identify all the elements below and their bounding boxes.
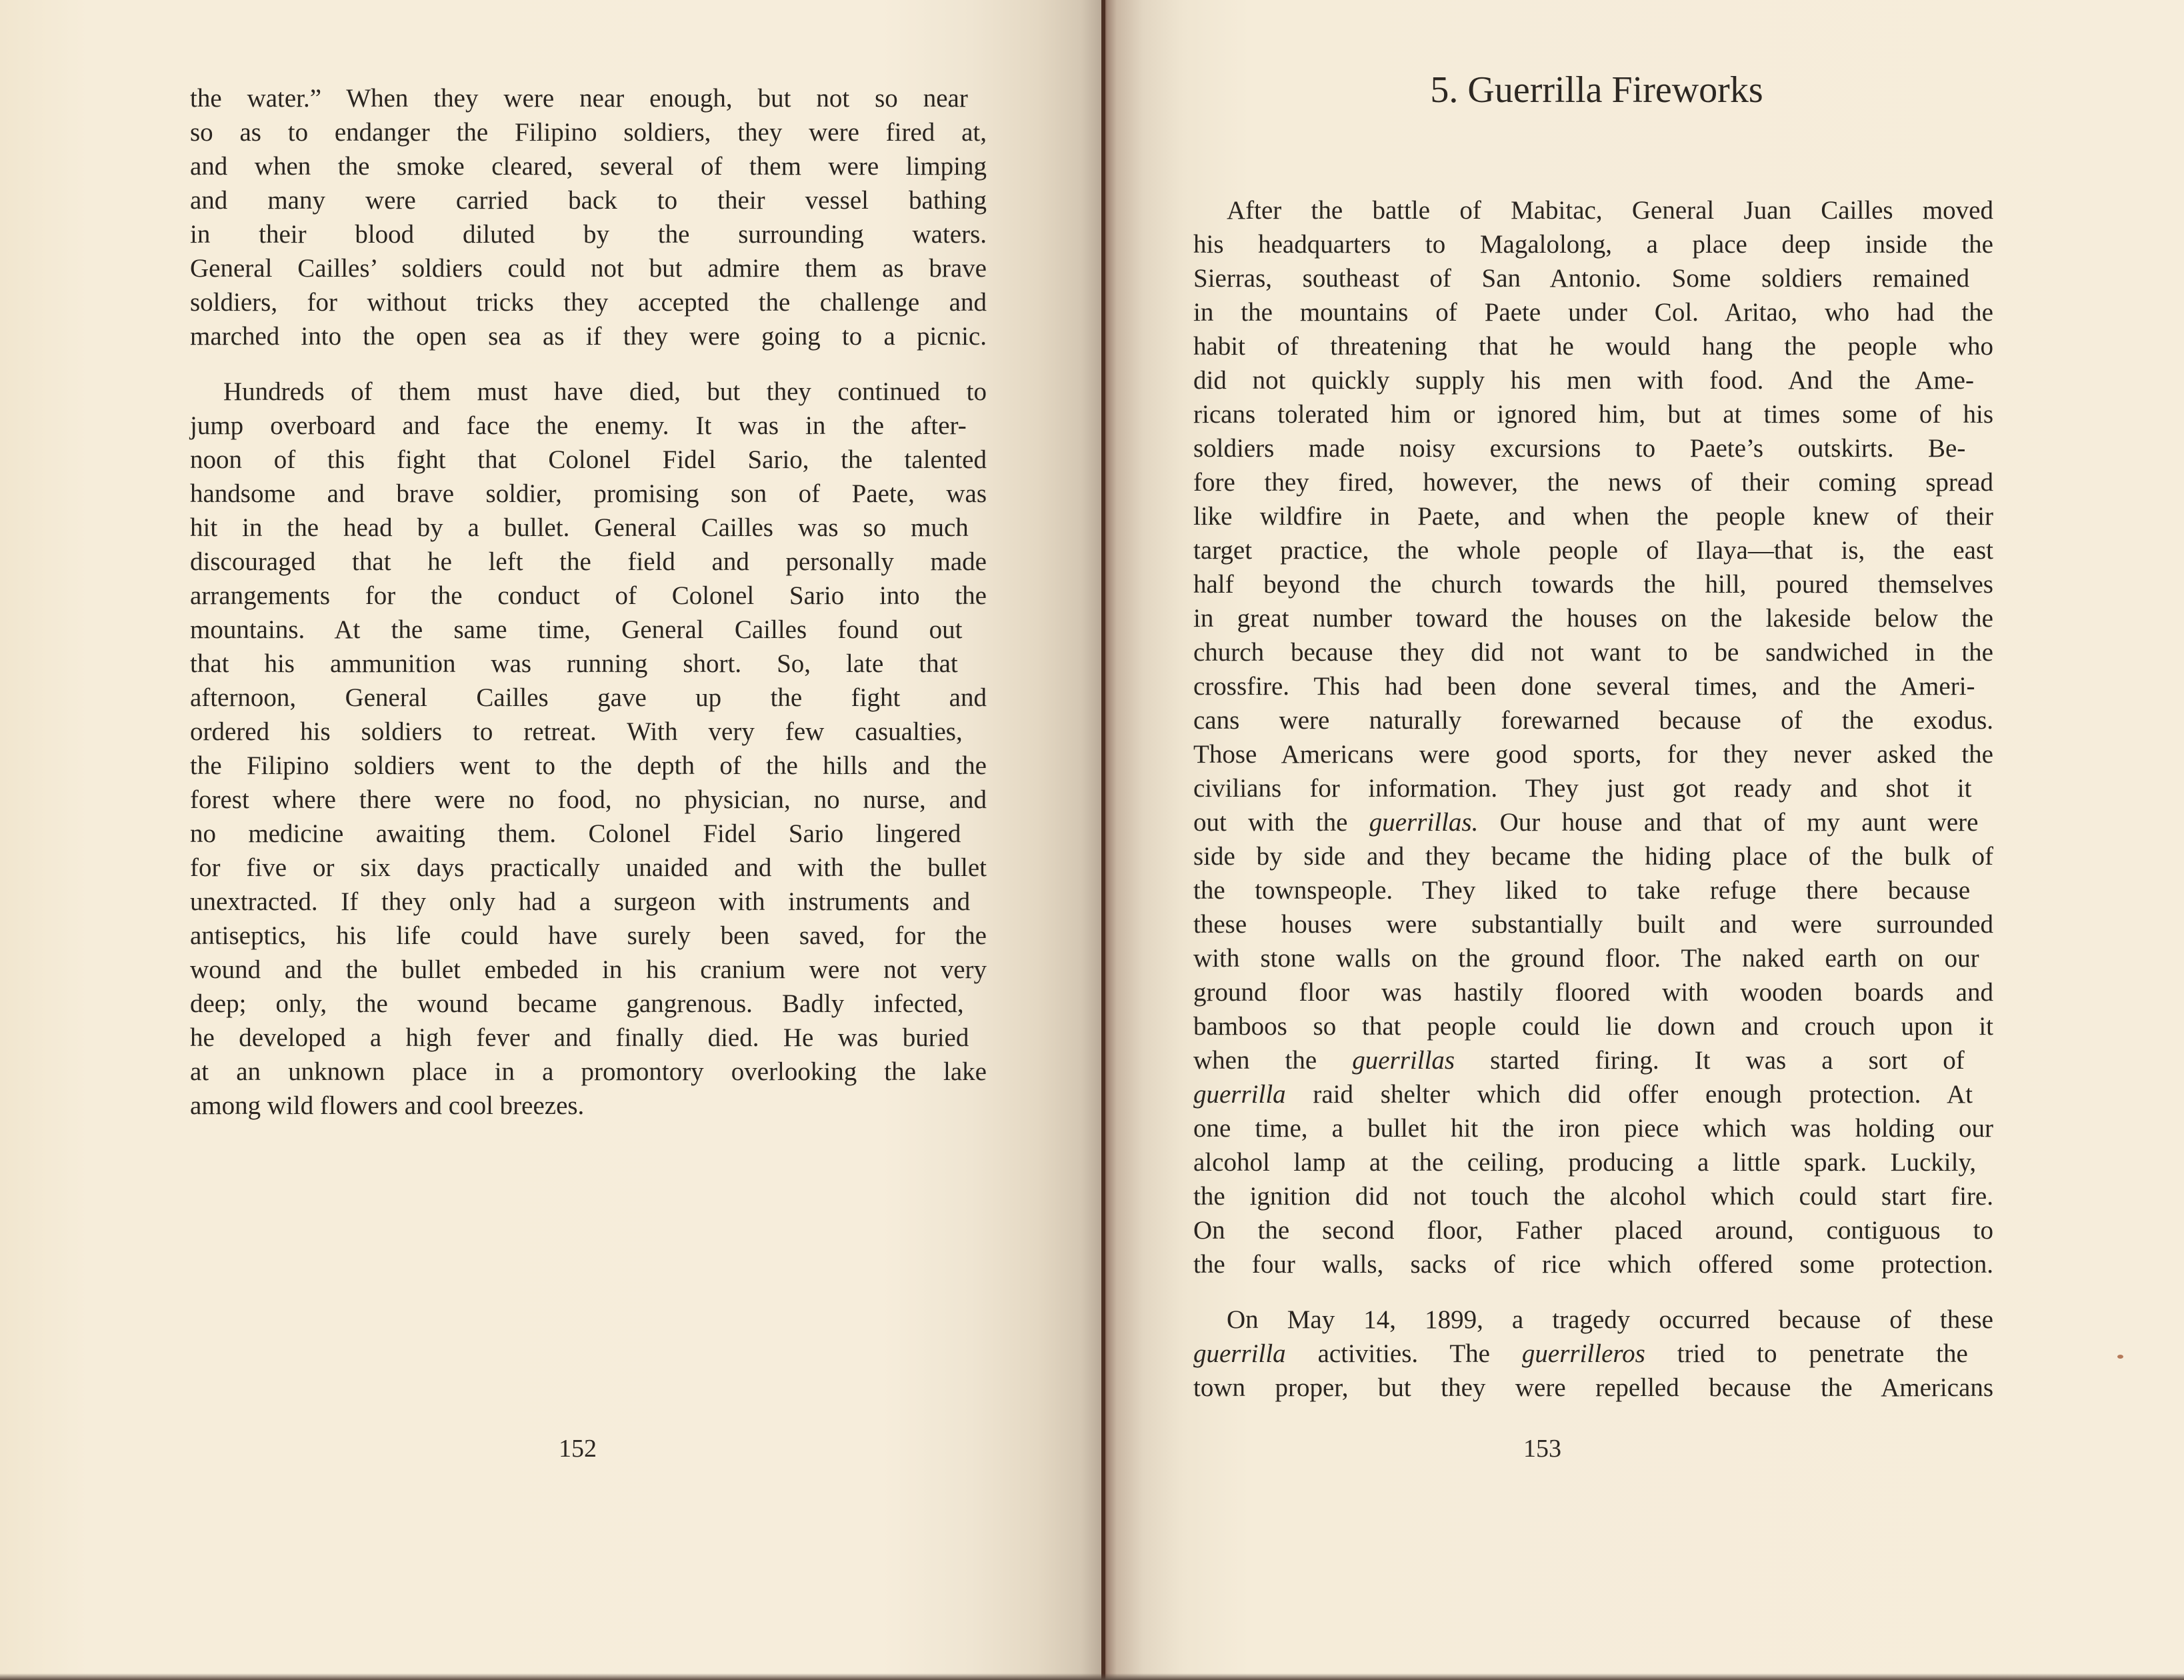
text-run: when the xyxy=(1193,1046,1353,1075)
italic-term: guerrillas xyxy=(1352,1046,1455,1075)
text-line: Hundreds of them must have died, but they continued to xyxy=(223,377,987,406)
right-page-body xyxy=(1193,193,1993,1405)
text-line: civilians for information. They just got ready and shot it xyxy=(1193,774,1972,803)
text-run: Our house and that of my aunt were xyxy=(1478,808,1979,837)
text-line: soldiers made noisy excursions to Paete’s outskirts. Be- xyxy=(1193,434,1966,463)
text-line xyxy=(1193,805,1993,839)
text-line: his headquarters to Magalolong, a place deep inside the xyxy=(1193,230,1993,259)
italic-term: guerrilla xyxy=(1193,1080,1286,1109)
text-line: and many were carried back to their vessel bathing xyxy=(190,186,987,215)
text-line: among wild flowers and cool breezes. xyxy=(190,1091,585,1120)
text-line: ricans tolerated him or ignored him, but at times some of his xyxy=(1193,400,1993,429)
text-line: the ignition did not touch the alcohol which could start fire. xyxy=(1193,1182,1993,1211)
text-run: started firing. It was a sort of xyxy=(1455,1046,1965,1075)
text-line: soldiers, for without tricks they accepted the challenge and xyxy=(190,288,987,317)
paragraph-break xyxy=(190,353,987,375)
text-line: wound and the bullet embeded in his cranium were not very xyxy=(190,955,987,984)
text-line: one time, a bullet hit the iron piece which was holding our xyxy=(1193,1114,1993,1143)
text-line: no medicine awaiting them. Colonel Fidel Sario lingered xyxy=(190,819,961,848)
text-line: bamboos so that people could lie down and crouch upon it xyxy=(1193,1012,1993,1041)
text-line: in great number toward the houses on the lakeside below the xyxy=(1193,604,1993,633)
text-line: town proper, but they were repelled because the Americans xyxy=(1193,1373,1993,1402)
text-line: After the battle of Mabitac, General Juan Cailles moved xyxy=(1227,196,1993,225)
text-line: with stone walls on the ground floor. The naked earth on our xyxy=(1193,944,1979,973)
text-line: arrangements for the conduct of Colonel Sario into the xyxy=(190,581,987,610)
text-line: ground floor was hastily floored with wooden boards and xyxy=(1193,978,1993,1007)
text-line: side by side and they became the hiding place of the bulk of xyxy=(1193,842,1993,871)
text-run: activities. The xyxy=(1285,1339,1522,1368)
text-line: and when the smoke cleared, several of them were limping xyxy=(190,152,987,181)
text-line: Those Americans were good sports, for they never asked the xyxy=(1193,740,1993,769)
book-gutter xyxy=(1101,0,1105,1680)
text-line: hit in the head by a bullet. General Cailles was so much xyxy=(190,513,969,542)
text-line: antiseptics, his life could have surely been saved, for the xyxy=(190,921,987,950)
text-line: for five or six days practically unaided and with the bullet xyxy=(190,853,987,882)
text-line: fore they fired, however, the news of their coming spread xyxy=(1193,468,1993,497)
left-page-body xyxy=(190,81,987,1123)
text-line: the water.” When they were near enough, but not so near xyxy=(190,84,968,113)
text-line: cans were naturally forewarned because of the exodus. xyxy=(1193,706,1993,735)
text-line: the Filipino soldiers went to the depth of the hills and the xyxy=(190,751,987,780)
text-line: mountains. At the same time, General Cailles found out xyxy=(190,615,963,644)
text-line: crossfire. This had been done several times, and the Ameri- xyxy=(1193,672,1975,701)
text-run: out with the xyxy=(1193,808,1369,837)
text-line xyxy=(1193,1077,1993,1111)
text-line: General Cailles’ soldiers could not but admire them as brave xyxy=(190,254,987,283)
text-line: ordered his soldiers to retreat. With very few casualties, xyxy=(190,717,963,746)
text-line: jump overboard and face the enemy. It was in the after- xyxy=(190,411,967,440)
right-page xyxy=(1103,0,2184,1680)
page-number: 152 xyxy=(559,1435,597,1463)
text-line: in the mountains of Paete under Col. Aritao, who had the xyxy=(1193,298,1993,327)
text-line: habit of threatening that he would hang the people who xyxy=(1193,332,1993,361)
page-number: 153 xyxy=(1523,1435,1561,1463)
text-line: On May 14, 1899, a tragedy occurred because of these xyxy=(1227,1305,1993,1334)
text-line: half beyond the church towards the hill, poured themselves xyxy=(1193,570,1993,599)
text-line: the townspeople. They liked to take refuge there because xyxy=(1193,876,1971,905)
text-line: forest where there were no food, no physician, no nurse, and xyxy=(190,785,987,814)
text-line: On the second floor, Father placed around, contiguous to xyxy=(1193,1216,1993,1245)
text-run: raid shelter which did offer enough protection. At xyxy=(1285,1080,1973,1109)
text-line: like wildfire in Paete, and when the people knew of their xyxy=(1193,502,1993,531)
text-line: target practice, the whole people of Ilaya—that is, the east xyxy=(1193,536,1993,565)
paragraph-break xyxy=(1193,1281,1993,1303)
text-line: so as to endanger the Filipino soldiers, they were fired at, xyxy=(190,118,987,147)
page-bottom-edge xyxy=(0,1673,2184,1680)
text-run: tried to penetrate the xyxy=(1645,1339,1968,1368)
text-line: these houses were substantially built and were surrounded xyxy=(1193,910,1993,939)
paper-stain xyxy=(2117,1355,2123,1359)
text-line: in their blood diluted by the surrounding waters. xyxy=(190,220,987,249)
text-line: he developed a high fever and finally died. He was buried xyxy=(190,1023,969,1052)
italic-term: guerrillas. xyxy=(1369,808,1479,837)
text-line: at an unknown place in a promontory overlooking the lake xyxy=(190,1057,987,1086)
italic-term: guerrilleros xyxy=(1521,1339,1645,1368)
text-line: handsome and brave soldier, promising son of Paete, was xyxy=(190,479,987,508)
text-line: discouraged that he left the field and personally made xyxy=(190,547,987,576)
chapter-title: 5. Guerrilla Fireworks xyxy=(1430,69,1763,111)
text-line: that his ammunition was running short. So, late that xyxy=(190,649,958,678)
text-line: marched into the open sea as if they were going to a picnic. xyxy=(190,322,987,351)
text-line: alcohol lamp at the ceiling, producing a little spark. Luckily, xyxy=(1193,1148,1977,1177)
text-line xyxy=(1193,1043,1993,1077)
text-line: did not quickly supply his men with food. And the Ame- xyxy=(1193,366,1974,395)
text-line: Sierras, southeast of San Antonio. Some soldiers remained xyxy=(1193,264,1970,293)
text-line xyxy=(1193,1337,1993,1371)
text-line: deep; only, the wound became gangrenous. Badly infected, xyxy=(190,989,964,1018)
italic-term: guerrilla xyxy=(1193,1339,1286,1368)
text-line: church because they did not want to be sandwiched in the xyxy=(1193,638,1993,667)
text-line: the four walls, sacks of rice which offered some protection. xyxy=(1193,1250,1993,1279)
text-line: afternoon, General Cailles gave up the fight and xyxy=(190,683,987,712)
text-line: noon of this fight that Colonel Fidel Sario, the talented xyxy=(190,445,987,474)
text-line: unextracted. If they only had a surgeon with instruments and xyxy=(190,887,971,916)
